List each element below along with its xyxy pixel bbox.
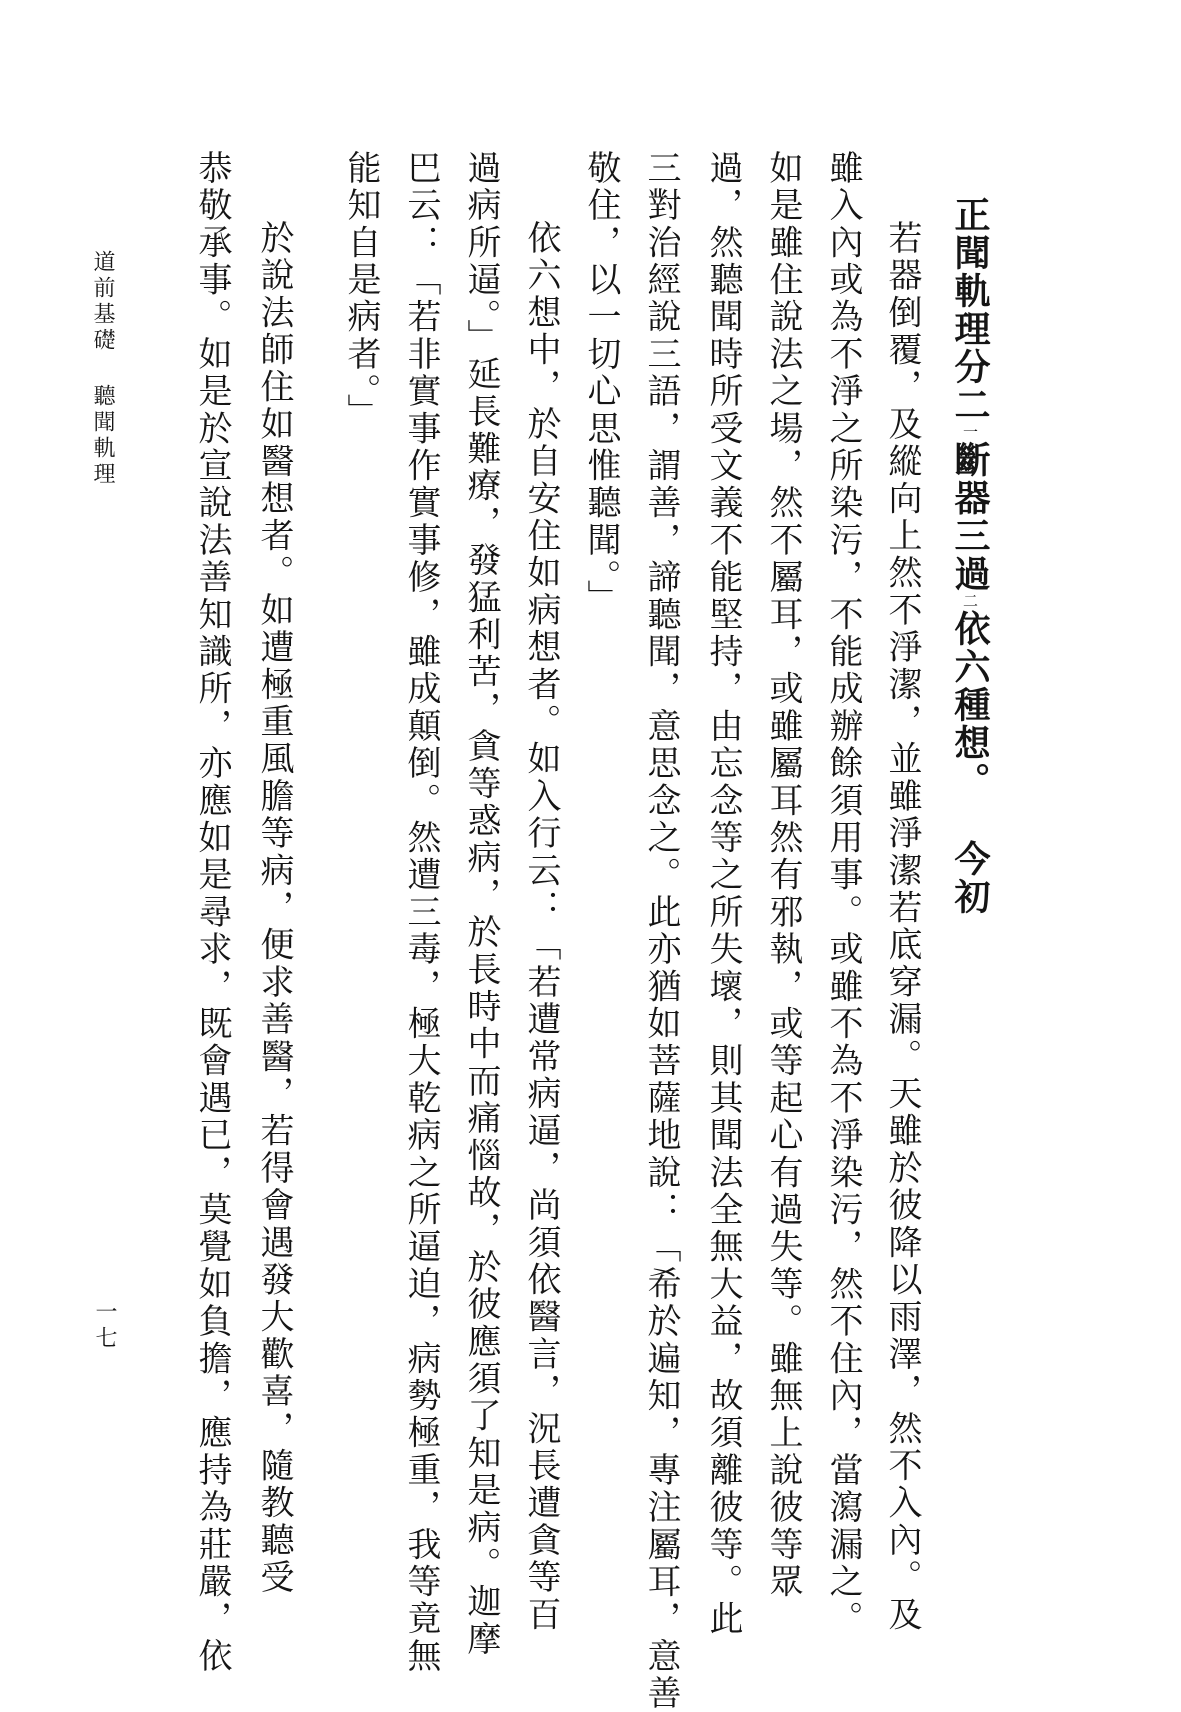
heading-sub-1: 一	[961, 424, 979, 441]
text-column-12: 恭敬承事。如是於宣說法善知識所，亦應如是尋求，既會遇已，莫覺如負擔，應持為莊嚴，依	[192, 150, 232, 1676]
book-title: 道前基礎	[90, 250, 115, 354]
heading-part-1: 正聞軌理分二	[949, 196, 991, 424]
text-column-8: 過病所逼。」延長難療，發猛利苦，貪等惑病，於長時中而痛惱故，於彼應須了知是病。迦摩	[461, 150, 501, 1659]
heading-sub-2: 二	[961, 593, 979, 610]
text-column-1: 若器倒覆，及縱向上然不淨潔，並雖淨潔若底穿漏。天雖於彼降以雨澤，然不入內。及	[882, 220, 922, 1634]
text-column-7: 依六想中，於自安住如病想者。如入行云：「若遭常病逼，尚須依醫言，況長遭貪等百	[521, 220, 561, 1634]
running-footer	[88, 250, 116, 488]
text-column-9: 巴云：「若非實事作實事修，雖成顛倒。然遭三毒，極大乾病之所逼迫，病勢極重，我等竟無	[401, 150, 441, 1676]
page-number: 一七	[92, 1300, 117, 1352]
heading-part-3: 依六種想。	[949, 610, 991, 800]
section-title: 聽聞軌理	[90, 384, 115, 488]
text-column-10: 能知自是病者。」	[341, 150, 381, 431]
text-column-5: 三對治經說三語，謂善，諦聽聞，意思念之。此亦猶如菩薩地說：「希於遍知，專注屬耳，意善	[641, 150, 681, 1712]
text-column-6: 敬住，以一切心思惟聽聞。」	[581, 150, 621, 617]
heading-part-4: 今初	[949, 840, 991, 916]
text-column-3: 如是雖住說法之場，然不屬耳，或雖屬耳然有邪執，或等起心有過失等。雖無上說彼等眾	[763, 150, 803, 1601]
text-column-11: 於說法師住如醫想者。如遭極重風膽等病，便求善醫，若得會遇發大歡喜，隨教聽受	[254, 220, 294, 1597]
text-column-4: 過，然聽聞時所受文義不能堅持，由忘念等之所失壞，則其聞法全無大益，故須離彼等。此	[703, 150, 743, 1638]
heading-part-2: 斷器三過	[949, 441, 991, 593]
section-heading	[948, 196, 992, 916]
text-column-2: 雖入內或為不淨之所染污，不能成辦餘須用事。或雖不為不淨染污，然不住內，當瀉漏之。	[823, 150, 863, 1638]
